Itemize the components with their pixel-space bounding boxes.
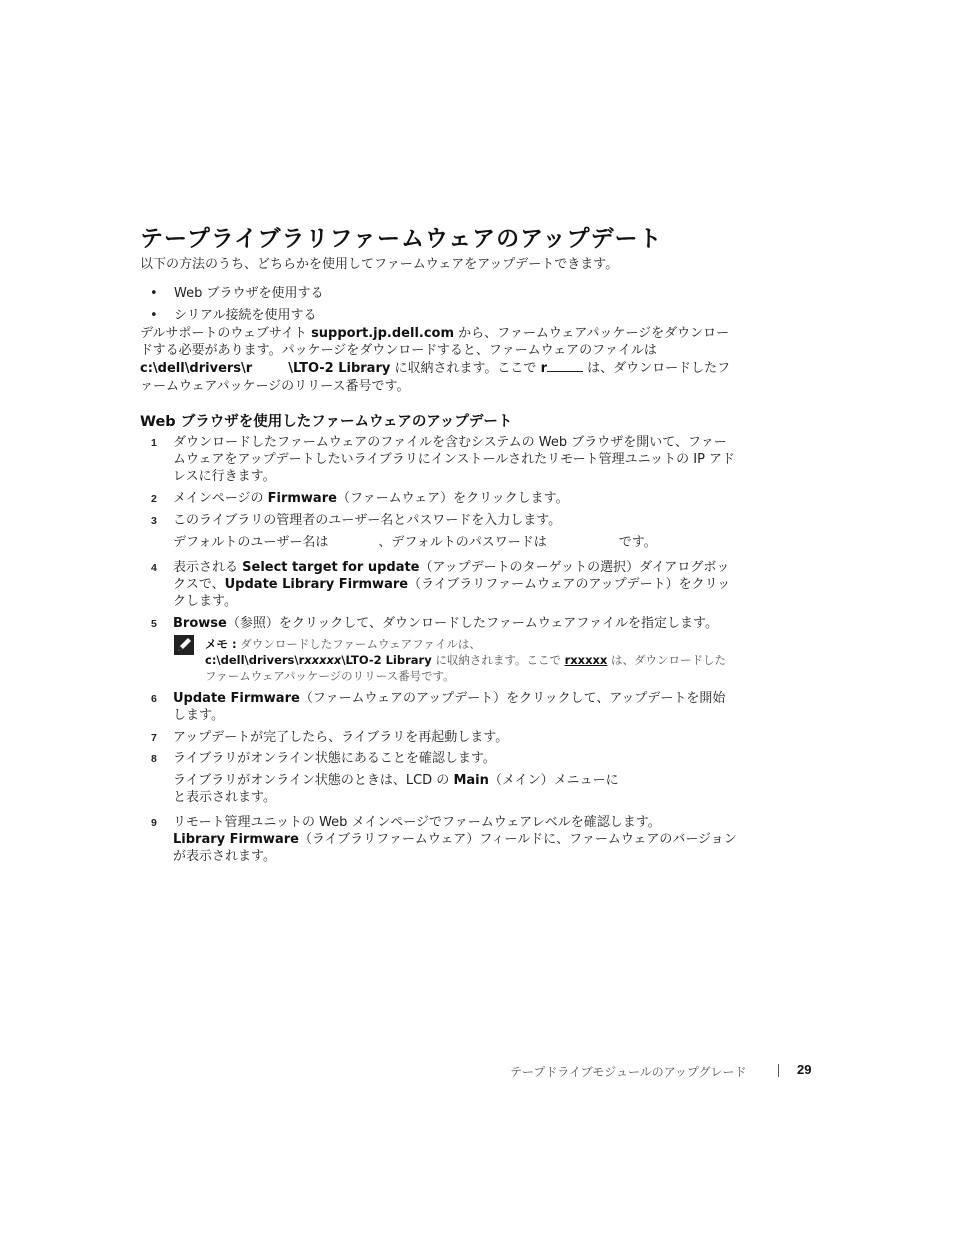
step-text: アップデートが完了したら、ライブラリを再起動します。 xyxy=(173,730,509,745)
list-item-text: シリアル接続を使用する xyxy=(174,308,317,323)
step-text xyxy=(173,490,738,507)
step-number: 9 xyxy=(151,817,157,829)
path-part: c:\dell\drivers\r xyxy=(140,361,253,377)
note-pencil-icon xyxy=(173,634,195,656)
step-number: 2 xyxy=(151,493,157,505)
step-number: 5 xyxy=(151,618,157,630)
list-item xyxy=(150,282,323,304)
detail-text: 、デフォルトのパスワードは xyxy=(378,535,547,550)
footer-divider xyxy=(778,1064,779,1077)
step-text xyxy=(173,814,738,865)
step-text-part: （ファームウェア）をクリックします。 xyxy=(336,491,569,506)
step-text xyxy=(173,559,738,610)
select-target-label: Select target for update xyxy=(242,560,420,575)
step-text-part: （ファームウェアのアップデート）をクリックして、アップデートを開始します。 xyxy=(173,691,726,723)
step-text-part: （ライブラリファームウェア）フィールドに、ファームウェアのバージョンが表示されます。 xyxy=(173,832,737,864)
para-text: に収納されます。ここで xyxy=(390,361,541,377)
note-path: \LTO-2 Library xyxy=(341,653,432,667)
step-number: 6 xyxy=(151,693,157,705)
step-number: 7 xyxy=(151,732,157,744)
para-text: は、ダウンロードしたファームウェアパッケージのリリース番号です。 xyxy=(140,361,731,394)
step-text-part: リモート管理ユニットの Web メインページでファームウェアレベルを確認します。 xyxy=(173,815,661,830)
release-var: r xyxy=(540,361,547,377)
step-text-part: （アップデートのターゲットの選択）ダイアログボックスで、 xyxy=(173,560,730,592)
detail-text: デフォルトのユーザー名は xyxy=(173,535,329,550)
update-library-label: Update Library Firmware xyxy=(224,577,409,592)
step-number: 8 xyxy=(151,753,157,765)
support-url: support.jp.dell.com xyxy=(311,326,455,341)
firmware-label: Firmware xyxy=(267,491,337,506)
step-3-detail xyxy=(173,534,738,551)
path-part: \LTO-2 Library xyxy=(288,361,391,377)
step-number: 4 xyxy=(151,562,157,574)
method-list xyxy=(150,282,323,326)
detail-text: です。 xyxy=(618,535,657,550)
detail-text: （メイン）メニューに xyxy=(488,773,619,788)
step-text-part: 表示される xyxy=(173,560,243,575)
step-text: ライブラリがオンライン状態にあることを確認します。 xyxy=(173,751,496,766)
note-text-part: に収納されます。ここで xyxy=(431,653,565,667)
update-firmware-label: Update Firmware xyxy=(173,691,300,706)
page-title: テープライブラリファームウェアのアップデート xyxy=(140,226,663,252)
note-text-part: ダウンロードしたファームウェアファイルは、 xyxy=(236,637,481,651)
blank-line xyxy=(547,359,583,372)
note-text xyxy=(205,636,735,684)
step-number: 1 xyxy=(151,437,157,449)
step-number: 3 xyxy=(151,515,157,527)
detail-text: と表示されます。 xyxy=(173,790,276,805)
para-text: デルサポートのウェブサイト xyxy=(140,326,312,341)
main-menu-label: Main xyxy=(453,773,489,788)
step-text-part: メインページの xyxy=(173,491,268,506)
note-path: xxxxx xyxy=(304,653,342,667)
step-text xyxy=(173,690,738,724)
note-text-part: は、ダウンロードしたファームウェアパッケージのリリース番号です。 xyxy=(205,653,727,683)
bullet-icon: • xyxy=(150,308,158,323)
step-text xyxy=(173,615,738,632)
page-number: 29 xyxy=(797,1062,812,1077)
note-label: メモ : xyxy=(205,637,237,651)
download-paragraph xyxy=(140,325,735,395)
footer-chapter-title: テープドライブモジュールのアップグレード xyxy=(510,1065,747,1079)
list-item-text: Web ブラウザを使用する xyxy=(174,286,324,301)
step-text-part: （参照）をクリックして、ダウンロードしたファームウェアファイルを指定します。 xyxy=(226,616,718,631)
intro-text: 以下の方法のうち、どちらかを使用してファームウェアをアップデートできます。 xyxy=(140,257,619,272)
para-text: から、ファームウェアパッケージをダウンロードする必要があります。パッケージをダウンロードすると、ファームウェアのファイルは xyxy=(140,326,730,359)
step-text: ダウンロードしたファームウェアのファイルを含むシステムの Web ブラウザを開いて、ファームウェアをアップデートしたいライブラリにインストールされたリモート管理ユニットの IP アドレスに行きます。 xyxy=(173,435,736,484)
browse-label: Browse xyxy=(173,616,227,631)
note-release-var: rxxxxx xyxy=(564,653,608,667)
section-title: Web ブラウザを使用したファームウェアのアップデート xyxy=(140,414,513,430)
step-text: このライブラリの管理者のユーザー名とパスワードを入力します。 xyxy=(173,513,562,528)
step-8-detail xyxy=(173,772,738,806)
step-text-part: （ライブラリファームウェアのアップデート）をクリックします。 xyxy=(173,577,731,609)
bullet-icon: • xyxy=(150,286,158,301)
list-item xyxy=(150,304,323,326)
library-firmware-label: Library Firmware xyxy=(173,832,299,847)
detail-text: ライブラリがオンライン状態のときは、LCD の xyxy=(173,773,454,788)
note-path: c:\dell\drivers\r xyxy=(205,653,305,667)
